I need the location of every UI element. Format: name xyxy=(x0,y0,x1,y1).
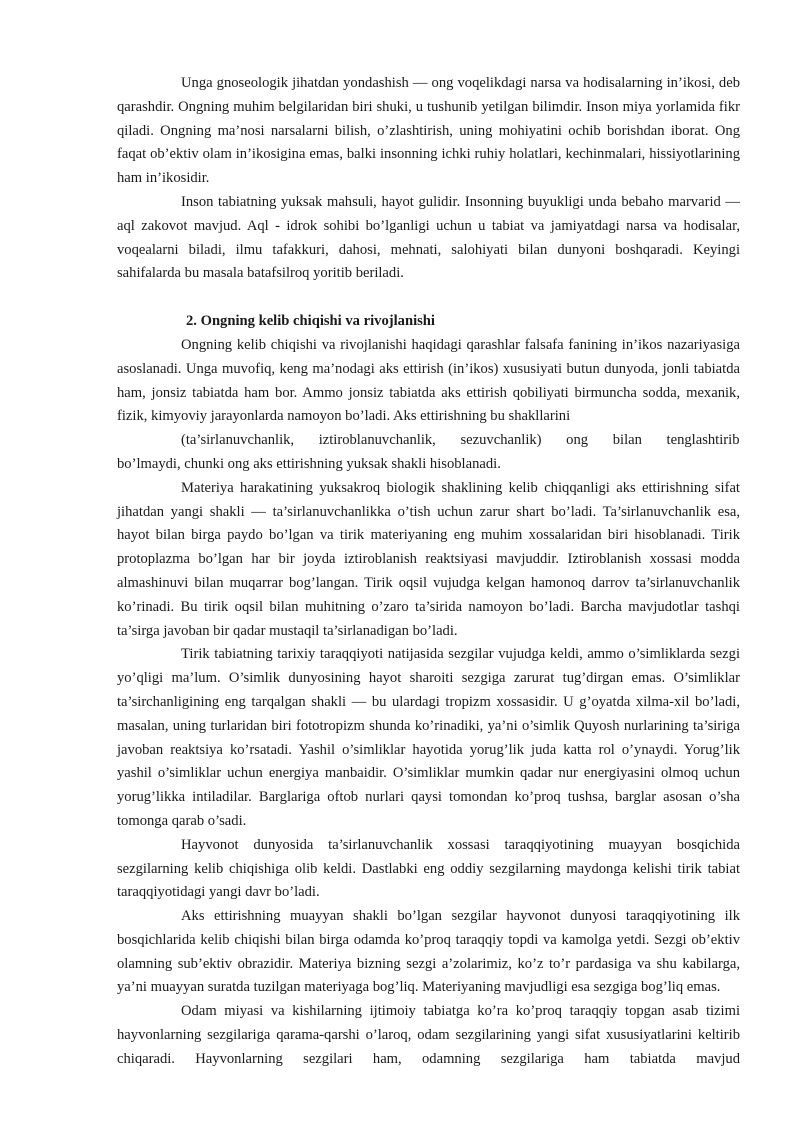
section-heading: 2. Ongning kelib chiqishi va rivojlanishi xyxy=(186,313,435,330)
paragraph-section-2-line-2: bo’lmaydi, chunki ong aks ettirishning yuksak shakli hisoblanadi. xyxy=(117,455,501,472)
paragraph-intro-1: Unga gnoseologik jihatdan yondashish — ong voqelikdagi narsa va hodisalarning in’ikosi, deb qarashdir. Ongning muhim belgilaridan biri shuki, u tushunib yetilgan bilimdir. Inson miya yorlamida fikr qiladi. Ongning ma’nosi narsalarni bilish, o’zlashtirish, uning mohiyatini ochib borishdan iborat. Ong faqat ob’ektiv olam in’ikosigina emas, balki insonning ichki ruhiy holatlari, kechinmalari, hissiyotlarining ham in’ikosidir. xyxy=(117,75,740,187)
paragraph-body-4: Aks ettirishning muayyan shakli bo’lgan sezgilar hayvonot dunyosi taraqqiyotining ilk bosqichlarida kelib chiqishi bilan birga odamda ko’proq taraqqiy topdi va kamolga yetdi. Sezgi ob’ektiv olamning sub’ektiv obrazidir. Materiya bizning sezgi a’zolarimiz, ko’z to’r pardasiga va shu kabilarga, ya’ni muayyan suratda tuzilgan materiyaga bog’liq. Materiyaning mavjudligi esa sezgiga bog’liq emas. xyxy=(117,908,740,996)
paragraph-body-1: Materiya harakatining yuksakroq biologik shaklining kelib chiqqanligi aks ettirishning sifat jihatdan yangi shakli — ta’sirlanuvchanlikka o’tish uchun zarur shart bo’ladi. Ta’sirlanuvchanlik esa, hayot bilan birga paydo bo’lgan va tirik materiyaning eng muhim xossalaridan biri hisoblanadi. Tirik protoplazma bo’lgan har bir joyda iztiroblanish reaktsiyasi mavjuddir. Iztiroblanish xossasi modda almashinuvi bilan muqarrar bog’langan. Tirik oqsil vujudga kelgan hamonoq darrov ta’sirlanuvchanlik ko’rinadi. Bu tirik oqsil bilan muhitning o’zaro ta’sirida namoyon bo’ladi. Barcha mavjudotlar tashqi ta’sirga javoban bir qadar mustaqil ta’sirlanadigan bo’ladi. xyxy=(117,479,740,639)
paragraph-body-5: Odam miyasi va kishilarning ijtimoiy tabiatga ko’ra ko’proq taraqqiy topgan asab tizimi hayvonlarning sezgilariga qarama-qarshi o’laroq, odam sezgilarining yangi sifat xususiyatlarini keltirib chiqaradi. Hayvonlarning sezgilari ham, odamning sezgilariga ham tabiatda mavjud xyxy=(117,1003,740,1067)
paragraph-section-1: Ongning kelib chiqishi va rivojlanishi haqidagi qarashlar falsafa fanining in’ikos nazariyasiga asoslanadi. Unga muvofiq, keng ma’nodagi aks ettirish (in’ikos) xususiyati butun dunyoda, jonli tabiatda ham, jonsiz tabiatda ham bor. Ammo jonsiz tabiatda aks ettirish qobiliyati birmuncha sodda, mexanik, fizik, kimyoviy jarayonlarda namoyon bo’ladi. Aks ettirishning bu shakllarini xyxy=(117,336,740,425)
paragraph-body-2: Tirik tabiatning tarixiy taraqqiyoti natijasida sezgilar vujudga keldi, ammo o’simliklarda sezgi yo’qligi ma’lum. O’simlik dunyosining hayot sharoiti sezgiga zarurat tug’dirgan emas. O’simliklar ta’sirchanligining eng tarqalgan shakli — bu ulardagi tropizm xossasidir. U g’oyatda xilma-xil bo’ladi, masalan, uning turlaridan biri fototropizm shunda ko’rinadiki, ya’ni o’simlik Quyosh nurlarining ta’siriga javoban reaktsiya ko’rsatadi. Yashil o’simliklar hayotida yorug’lik juda katta rol o’ynaydi. Yorug’lik yashil o’simliklar uchun energiya manbaidir. O’simliklar mumkin qadar nur energiyasini olmoq uchun yorug’likka intiladilar. Barglariga oftob nurlari qaysi tomondan ko’proq tushsa, barglar asosan o’sha tomonga qarab o’sadi. xyxy=(117,646,740,829)
paragraph-section-2-line-1: (ta’sirlanuvchanlik, iztiroblanuvchanlik, sezuvchanlik) ong bilan tenglashtirib xyxy=(181,432,740,449)
paragraph-body-3: Hayvonot dunyosida ta’sirlanuvchanlik xossasi taraqqiyotining muayyan bosqichida sezgilarning kelib chiqishiga olib keldi. Dastlabki eng oddiy sezgilarning maydonga kelishi tirik tabiat taraqqiyotidagi yangi davr bo’ladi. xyxy=(117,836,740,901)
document-page xyxy=(117,72,740,1072)
paragraph-intro-2: Inson tabiatning yuksak mahsuli, hayot gulidir. Insonning buyukligi unda bebaho marvarid — aql zakovot mavjud. Aql - idrok sohibi bo’lganligi uchun u tabiat va jamiyatdagi narsa va hodisalar, voqealarni biladi, ilmu tafakkuri, dahosi, mehnati, salohiyati bilan dunyoni boshqaradi. Keyingi sahifalarda bu masala batafsilroq yoritib beriladi. xyxy=(117,193,740,282)
